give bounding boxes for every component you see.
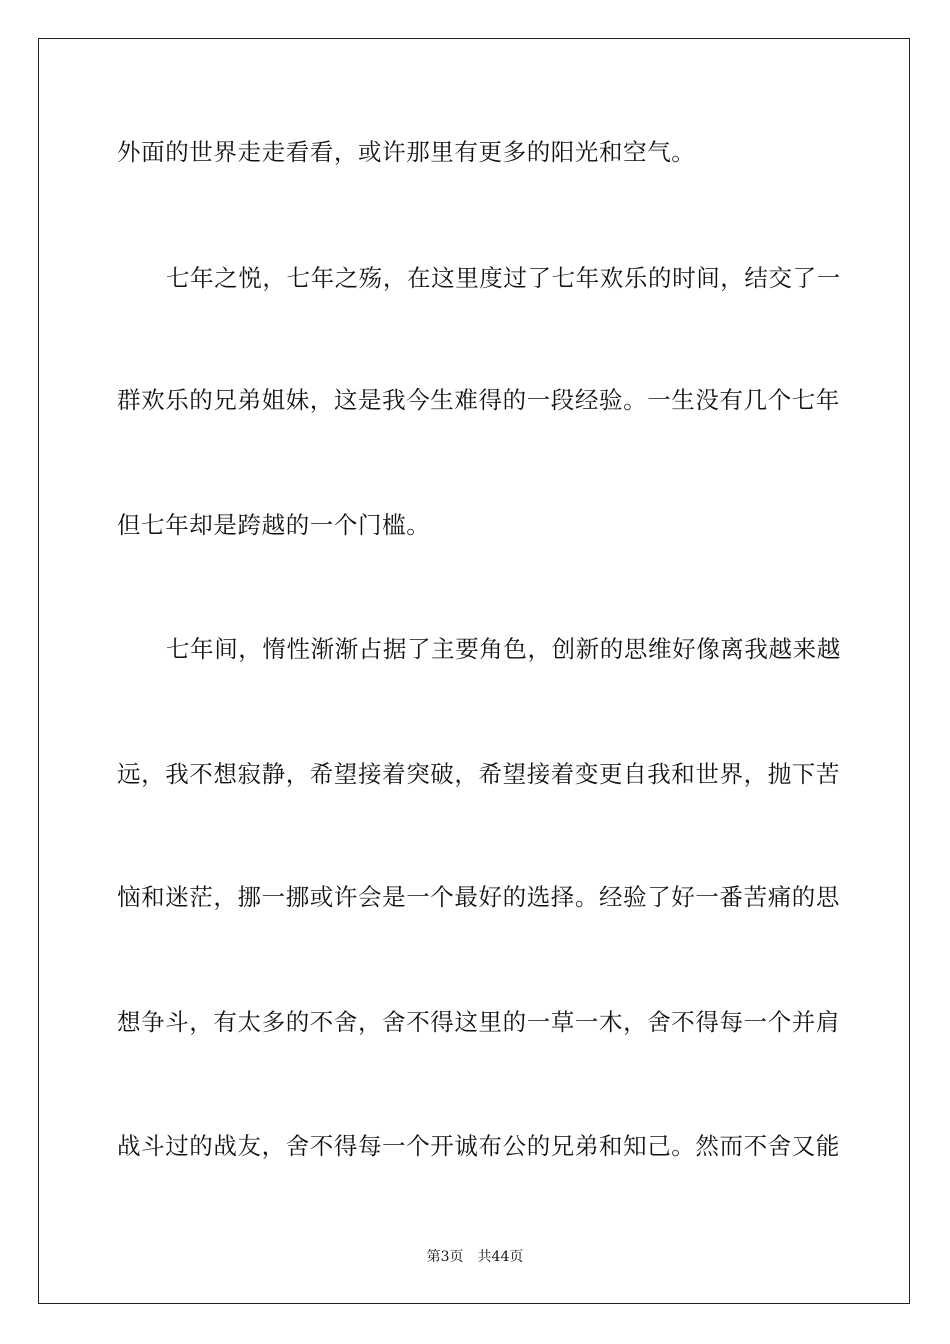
text-line-9: 战斗过的战友，舍不得每一个开诚布公的兄弟和知己。然而不舍又能 <box>117 1132 840 1160</box>
text-line-3: 群欢乐的兄弟姐妹，这是我今生难得的一段经验。一生没有几个七年 <box>117 386 840 414</box>
text-line-4: 但七年却是跨越的一个门槛。 <box>117 511 431 539</box>
text-line-5: 七年间，惰性渐渐占据了主要角色，创新的思维好像离我越来越 <box>166 635 841 663</box>
text-line-8: 想争斗，有太多的不舍，舍不得这里的一草一木，舍不得每一个并肩 <box>117 1008 840 1036</box>
text-line-6: 远，我不想寂静，希望接着突破，希望接着变更自我和世界，抛下苦 <box>117 760 840 788</box>
text-line-7: 恼和迷茫，挪一挪或许会是一个最好的选择。经验了好一番苦痛的思 <box>117 883 840 911</box>
text-line-1: 外面的世界走走看看，或许那里有更多的阳光和空气。 <box>117 138 696 166</box>
page-border <box>38 38 910 1304</box>
page-number-footer: 第3页 共44页 <box>426 1249 524 1265</box>
text-line-2: 七年之悦，七年之殇，在这里度过了七年欢乐的时间，结交了一 <box>166 264 841 292</box>
